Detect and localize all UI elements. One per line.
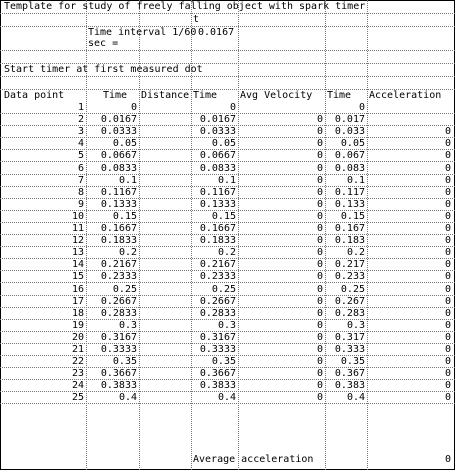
cell-time-2[interactable]: 0.2833 (199, 308, 236, 319)
cell-time-2[interactable]: 0.2333 (199, 271, 236, 282)
row-divider (0, 50, 455, 51)
time-interval-value[interactable]: 0.0167 (198, 27, 235, 38)
timer-note[interactable]: Start timer at first measured dot (4, 64, 203, 75)
cell-time-3[interactable]: 0.3 (346, 320, 365, 331)
cell-avg-velocity[interactable]: 0 (316, 344, 323, 355)
cell-avg-velocity[interactable] (238, 102, 325, 114)
cell-time-3[interactable]: 0.217 (334, 259, 365, 270)
cell-time-2[interactable]: 0.3333 (199, 344, 236, 355)
cell-time-3[interactable]: 0 (358, 102, 365, 113)
cell-distance[interactable] (139, 187, 191, 199)
cell-time-2[interactable]: 0.1333 (199, 199, 236, 210)
cell-acceleration[interactable]: 0 (444, 187, 451, 198)
cell-avg-velocity[interactable]: 0 (316, 356, 323, 367)
cell-distance[interactable] (139, 259, 191, 271)
cell-acceleration[interactable]: 0 (444, 126, 451, 137)
cell-data-point[interactable]: 5 (77, 150, 84, 161)
cell-time[interactable]: 0.1667 (100, 223, 137, 234)
average-acceleration-label[interactable]: Average acceleration (193, 454, 314, 465)
cell-time-3[interactable]: 0.283 (334, 308, 365, 319)
cell-time[interactable]: 0.35 (112, 356, 137, 367)
cell-avg-velocity[interactable]: 0 (316, 332, 323, 343)
cell-time-2[interactable]: 0.1833 (199, 235, 236, 246)
cell-acceleration[interactable]: 0 (444, 356, 451, 367)
cell-time-2[interactable]: 0.35 (211, 356, 236, 367)
cell-data-point[interactable]: 3 (77, 126, 84, 137)
cell-time-2[interactable]: 0.2167 (199, 259, 236, 270)
cell-data-point[interactable]: 4 (77, 138, 84, 149)
cell-distance[interactable] (139, 320, 191, 332)
cell-time-2[interactable]: 0.3167 (199, 332, 236, 343)
cell-time[interactable]: 0.3667 (100, 368, 137, 379)
cell-data-point[interactable]: 15 (71, 271, 84, 282)
cell-distance[interactable] (139, 296, 191, 308)
cell-data-point[interactable]: 11 (71, 223, 84, 234)
cell-data-point[interactable]: 2 (77, 114, 84, 125)
cell-time-2[interactable]: 0.25 (211, 284, 236, 295)
cell-acceleration[interactable] (367, 114, 453, 126)
cell-avg-velocity[interactable]: 0 (316, 163, 323, 174)
cell-avg-velocity[interactable]: 0 (316, 368, 323, 379)
cell-time-3[interactable]: 0.067 (334, 150, 365, 161)
cell-time-2[interactable]: 0.1667 (199, 223, 236, 234)
cell-acceleration[interactable]: 0 (444, 296, 451, 307)
cell-distance[interactable] (139, 199, 191, 211)
cell-time[interactable]: 0.2667 (100, 296, 137, 307)
cell-time-2[interactable]: 0.0667 (199, 150, 236, 161)
cell-distance[interactable] (139, 344, 191, 356)
cell-time-3[interactable]: 0.117 (334, 187, 365, 198)
cell-avg-velocity[interactable]: 0 (316, 126, 323, 137)
cell-time-3[interactable]: 0.133 (334, 199, 365, 210)
cell-distance[interactable] (139, 223, 191, 235)
cell-acceleration[interactable]: 0 (444, 235, 451, 246)
cell-data-point[interactable]: 12 (71, 235, 84, 246)
cell-time-2[interactable]: 0.0167 (199, 114, 236, 125)
cell-time[interactable]: 0.1833 (100, 235, 137, 246)
cell-avg-velocity[interactable]: 0 (316, 223, 323, 234)
header-distance[interactable]: Distance (141, 90, 190, 101)
cell-time[interactable]: 0.2333 (100, 271, 137, 282)
cell-distance[interactable] (139, 175, 191, 187)
header-time[interactable]: Time (103, 90, 128, 101)
cell-time[interactable]: 0.15 (112, 211, 137, 222)
cell-data-point[interactable]: 19 (71, 320, 84, 331)
cell-avg-velocity[interactable]: 0 (316, 308, 323, 319)
cell-acceleration[interactable]: 0 (444, 368, 451, 379)
cell-data-point[interactable]: 9 (77, 199, 84, 210)
cell-time[interactable]: 0.1333 (100, 199, 137, 210)
average-acceleration-value[interactable]: 0 (444, 454, 451, 465)
cell-distance[interactable] (139, 392, 191, 404)
cell-acceleration[interactable] (367, 102, 453, 114)
cell-data-point[interactable]: 7 (77, 175, 84, 186)
cell-acceleration[interactable]: 0 (444, 199, 451, 210)
cell-acceleration[interactable]: 0 (444, 163, 451, 174)
cell-time-2[interactable]: 0.3667 (199, 368, 236, 379)
cell-avg-velocity[interactable]: 0 (316, 247, 323, 258)
cell-time-3[interactable]: 0.35 (340, 356, 365, 367)
cell-time[interactable]: 0.25 (112, 284, 137, 295)
cell-time-2[interactable]: 0.3 (217, 320, 236, 331)
cell-data-point[interactable]: 20 (71, 332, 84, 343)
cell-distance[interactable] (139, 332, 191, 344)
header-time-2[interactable]: Time (193, 90, 218, 101)
cell-time[interactable]: 0.2 (118, 247, 137, 258)
cell-avg-velocity[interactable]: 0 (316, 271, 323, 282)
cell-acceleration[interactable]: 0 (444, 344, 451, 355)
cell-acceleration[interactable]: 0 (444, 211, 451, 222)
cell-time[interactable]: 0.3 (118, 320, 137, 331)
cell-time[interactable]: 0.1167 (100, 187, 137, 198)
cell-data-point[interactable]: 13 (71, 247, 84, 258)
cell-acceleration[interactable]: 0 (444, 150, 451, 161)
cell-distance[interactable] (139, 114, 191, 126)
cell-data-point[interactable]: 6 (77, 163, 84, 174)
cell-time-3[interactable]: 0.167 (334, 223, 365, 234)
cell-data-point[interactable]: 23 (71, 368, 84, 379)
cell-time-3[interactable]: 0.033 (334, 126, 365, 137)
cell-distance[interactable] (139, 163, 191, 175)
cell-time-3[interactable]: 0.017 (334, 114, 365, 125)
cell-time[interactable]: 0.4 (118, 392, 137, 403)
cell-acceleration[interactable]: 0 (444, 284, 451, 295)
cell-distance[interactable] (139, 126, 191, 138)
cell-avg-velocity[interactable]: 0 (316, 284, 323, 295)
cell-time[interactable]: 0.0167 (100, 114, 137, 125)
cell-time-2[interactable]: 0.3833 (199, 380, 236, 391)
cell-time-3[interactable]: 0.317 (334, 332, 365, 343)
cell-distance[interactable] (139, 138, 191, 150)
cell-distance[interactable] (139, 211, 191, 223)
cell-avg-velocity[interactable]: 0 (316, 187, 323, 198)
cell-time-2[interactable]: 0.1 (217, 175, 236, 186)
cell-avg-velocity[interactable]: 0 (316, 199, 323, 210)
header-data-point[interactable]: Data point (4, 90, 65, 101)
cell-avg-velocity[interactable]: 0 (316, 320, 323, 331)
cell-acceleration[interactable]: 0 (444, 271, 451, 282)
cell-avg-velocity[interactable]: 0 (316, 150, 323, 161)
cell-data-point[interactable]: 8 (77, 187, 84, 198)
cell-time-3[interactable]: 0.4 (346, 392, 365, 403)
cell-time-3[interactable]: 0.25 (340, 284, 365, 295)
cell-time[interactable]: 0.0667 (100, 150, 137, 161)
cell-data-point[interactable]: 24 (71, 380, 84, 391)
cell-time[interactable]: 0.0333 (100, 126, 137, 137)
time-interval-label[interactable]: Time interval 1/60 (88, 27, 197, 38)
cell-time-3[interactable]: 0.15 (340, 211, 365, 222)
cell-time-3[interactable]: 0.1 (346, 175, 365, 186)
cell-time-3[interactable]: 0.2 (346, 247, 365, 258)
cell-acceleration[interactable]: 0 (444, 138, 451, 149)
cell-time[interactable]: 0.3833 (100, 380, 137, 391)
t-header[interactable]: t (193, 14, 200, 25)
cell-avg-velocity[interactable]: 0 (316, 138, 323, 149)
cell-time-2[interactable]: 0.15 (211, 211, 236, 222)
cell-time-2[interactable]: 0.4 (217, 392, 236, 403)
cell-data-point[interactable]: 1 (77, 102, 84, 113)
cell-distance[interactable] (139, 102, 191, 114)
cell-time-2[interactable]: 0.05 (211, 138, 236, 149)
cell-distance[interactable] (139, 308, 191, 320)
cell-avg-velocity[interactable]: 0 (316, 114, 323, 125)
cell-avg-velocity[interactable]: 0 (316, 392, 323, 403)
cell-time-2[interactable]: 0.1167 (199, 187, 236, 198)
cell-acceleration[interactable]: 0 (444, 320, 451, 331)
cell-distance[interactable] (139, 380, 191, 392)
cell-data-point[interactable]: 14 (71, 259, 84, 270)
cell-time-3[interactable]: 0.367 (334, 368, 365, 379)
cell-avg-velocity[interactable]: 0 (316, 235, 323, 246)
cell-acceleration[interactable]: 0 (444, 380, 451, 391)
cell-time-2[interactable]: 0.2667 (199, 296, 236, 307)
cell-acceleration[interactable]: 0 (444, 259, 451, 270)
cell-avg-velocity[interactable]: 0 (316, 296, 323, 307)
cell-data-point[interactable]: 25 (71, 392, 84, 403)
cell-time[interactable]: 0.2167 (100, 259, 137, 270)
cell-data-point[interactable]: 16 (71, 284, 84, 295)
cell-avg-velocity[interactable]: 0 (316, 211, 323, 222)
cell-time-3[interactable]: 0.05 (340, 138, 365, 149)
cell-time-2[interactable]: 0 (229, 102, 236, 113)
cell-data-point[interactable]: 10 (71, 211, 84, 222)
cell-time-3[interactable]: 0.083 (334, 163, 365, 174)
cell-time[interactable]: 0.05 (112, 138, 137, 149)
cell-time[interactable]: 0.3167 (100, 332, 137, 343)
cell-distance[interactable] (139, 247, 191, 259)
cell-time-3[interactable]: 0.383 (334, 380, 365, 391)
cell-data-point[interactable]: 22 (71, 356, 84, 367)
row-divider (0, 76, 455, 77)
cell-time-2[interactable]: 0.0833 (199, 163, 236, 174)
cell-distance[interactable] (139, 271, 191, 283)
cell-acceleration[interactable]: 0 (444, 392, 451, 403)
cell-distance[interactable] (139, 235, 191, 247)
sheet-title[interactable]: Template for study of freely falling object with spark timer (4, 1, 366, 12)
cell-time-2[interactable]: 0.0333 (199, 126, 236, 137)
cell-time-3[interactable]: 0.233 (334, 271, 365, 282)
cell-distance[interactable] (139, 150, 191, 162)
cell-acceleration[interactable]: 0 (444, 308, 451, 319)
cell-acceleration[interactable]: 0 (444, 332, 451, 343)
cell-avg-velocity[interactable]: 0 (316, 259, 323, 270)
cell-distance[interactable] (139, 284, 191, 296)
cell-data-point[interactable]: 17 (71, 296, 84, 307)
cell-distance[interactable] (139, 368, 191, 380)
cell-time[interactable]: 0.2833 (100, 308, 137, 319)
header-avg-velocity[interactable]: Avg Velocity (240, 90, 313, 101)
cell-time-2[interactable]: 0.2 (217, 247, 236, 258)
cell-time-3[interactable]: 0.267 (334, 296, 365, 307)
cell-time-3[interactable]: 0.333 (334, 344, 365, 355)
cell-data-point[interactable]: 21 (71, 344, 84, 355)
cell-acceleration[interactable]: 0 (444, 247, 451, 258)
cell-acceleration[interactable]: 0 (444, 223, 451, 234)
header-acceleration[interactable]: Acceleration (369, 90, 442, 101)
cell-data-point[interactable]: 18 (71, 308, 84, 319)
time-interval-label-2: sec = (88, 38, 119, 49)
cell-acceleration[interactable]: 0 (444, 175, 451, 186)
cell-time-3[interactable]: 0.183 (334, 235, 365, 246)
cell-avg-velocity[interactable]: 0 (316, 380, 323, 391)
header-time-3[interactable]: Time (327, 90, 352, 101)
cell-time[interactable]: 0.0833 (100, 163, 137, 174)
cell-avg-velocity[interactable]: 0 (316, 175, 323, 186)
cell-distance[interactable] (139, 356, 191, 368)
cell-time[interactable]: 0.3333 (100, 344, 137, 355)
cell-time[interactable]: 0 (130, 102, 137, 113)
cell-time[interactable]: 0.1 (118, 175, 137, 186)
